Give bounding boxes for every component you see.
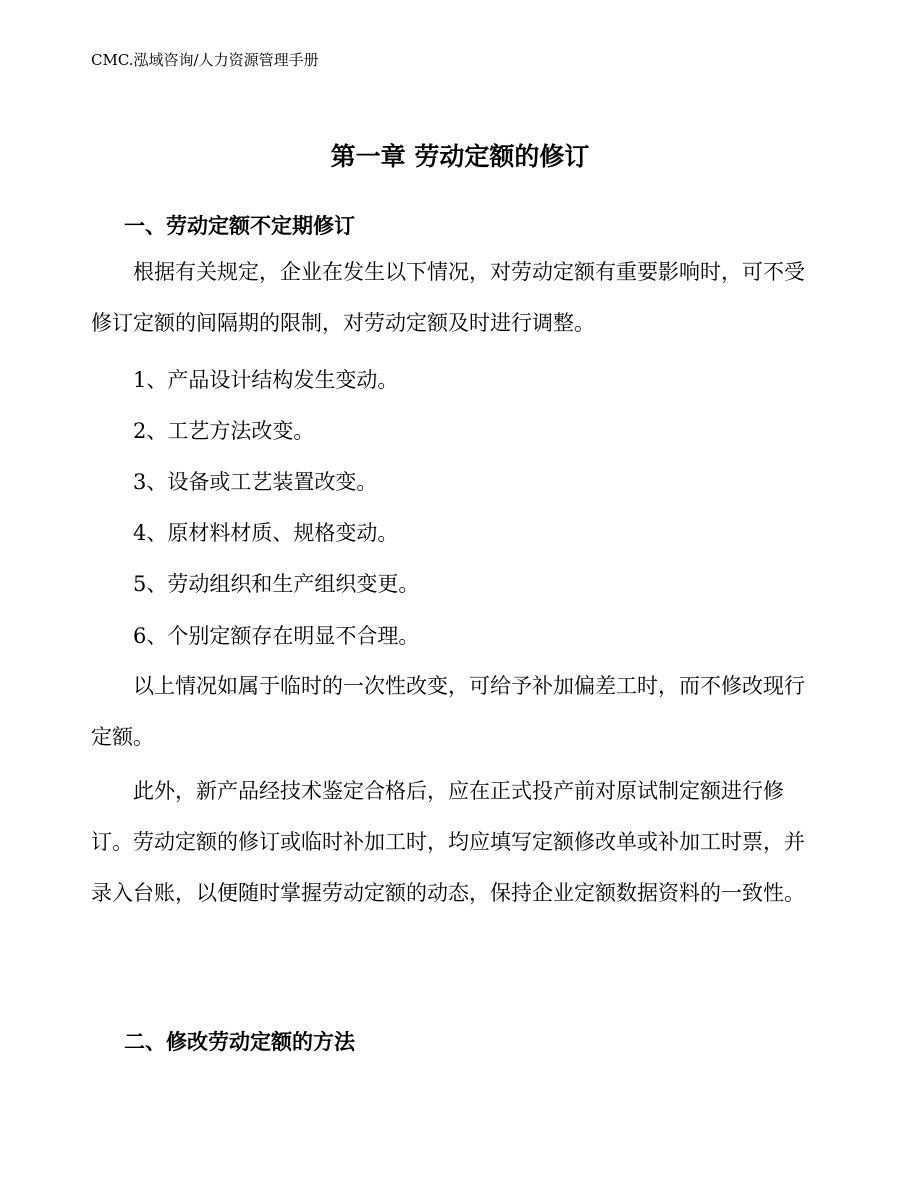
section-heading-1: 一、劳动定额不定期修订	[124, 213, 355, 238]
list-item: 3、设备或工艺装置改变。	[133, 470, 378, 494]
new-product-paragraph: 此外，新产品经技术鉴定合格后，应在正式投产前对原试制定额进行修订。劳动定额的修订或临时补加工时，均应填写定额修改单或补加工时票，并录入台账，以便随时掌握劳动定额的动态，保持企业定额数据资料的一致性。	[91, 779, 805, 905]
temporary-change-paragraph: 以上情况如属于临时的一次性改变，可给予补加偏差工时，而不修改现行定额。	[91, 674, 805, 749]
list-item: 1、产品设计结构发生变动。	[133, 368, 399, 392]
list-item: 4、原材料材质、规格变动。	[133, 521, 399, 545]
section-heading-2: 二、修改劳动定额的方法	[124, 1029, 355, 1054]
list-item: 2、工艺方法改变。	[133, 419, 315, 443]
list-item: 5、劳动组织和生产组织变更。	[133, 572, 420, 596]
intro-paragraph: 根据有关规定，企业在发生以下情况，对劳动定额有重要影响时，可不受修订定额的间隔期的限制，对劳动定额及时进行调整。	[91, 260, 805, 335]
chapter-title: 第一章 劳动定额的修订	[330, 142, 590, 171]
header-divider	[91, 78, 829, 79]
running-header: CMC.泓域咨询/人力资源管理手册	[91, 51, 319, 69]
list-item: 6、个别定额存在明显不合理。	[133, 624, 420, 648]
